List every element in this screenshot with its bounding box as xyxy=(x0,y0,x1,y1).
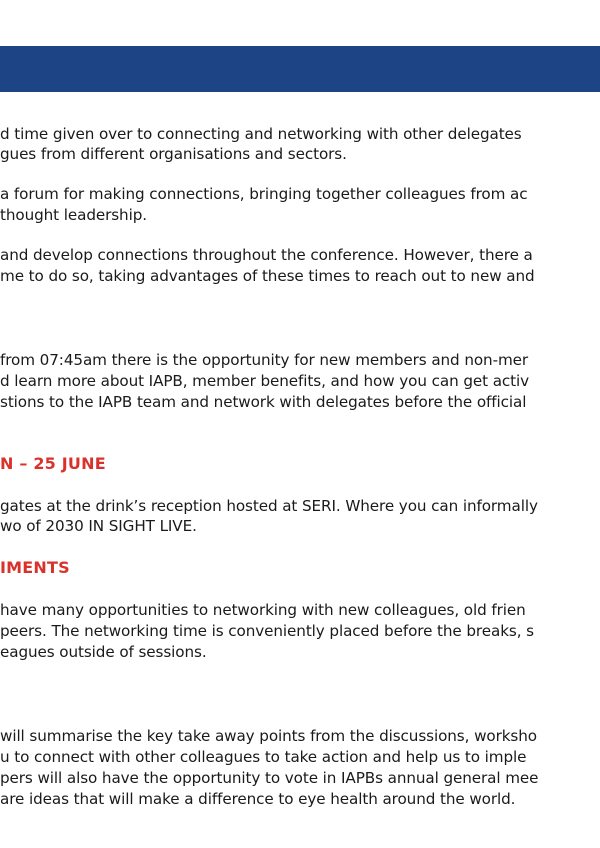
text-line: will summarise the key take away points from the discussions, worksho xyxy=(0,727,537,745)
section-heading: N – 25 JUNE xyxy=(0,454,106,473)
text-line: u to connect with other colleagues to take action and help us to imple xyxy=(0,748,527,766)
text-line: eagues outside of sessions. xyxy=(0,643,207,661)
text-line: a forum for making connections, bringing together colleagues from ac xyxy=(0,185,528,203)
text-line: from 07:45am there is the opportunity for new members and non-mer xyxy=(0,351,529,369)
text-line: gates at the drink’s reception hosted at SERI. Where you can informally xyxy=(0,497,538,515)
text-line: me to do so, taking advantages of these times to reach out to new and xyxy=(0,267,535,285)
text-line: pers will also have the opportunity to vote in IAPBs annual general mee xyxy=(0,769,539,787)
text-line: d learn more about IAPB, member benefits, and how you can get activ xyxy=(0,372,530,390)
text-line: wo of 2030 IN SIGHT LIVE. xyxy=(0,517,197,535)
text-line: peers. The networking time is conveniently placed before the breaks, s xyxy=(0,622,534,640)
text-line: gues from different organisations and sectors. xyxy=(0,145,347,163)
text-line: and develop connections throughout the conference. However, there a xyxy=(0,246,533,264)
section-heading: IMENTS xyxy=(0,558,70,577)
text-line: stions to the IAPB team and network with delegates before the official xyxy=(0,393,527,411)
text-line: d time given over to connecting and networking with other delegates xyxy=(0,125,522,143)
text-line: thought leadership. xyxy=(0,206,147,224)
text-line: have many opportunities to networking with new colleagues, old frien xyxy=(0,601,526,619)
header-banner xyxy=(0,46,600,92)
text-line: are ideas that will make a difference to eye health around the world. xyxy=(0,790,516,808)
